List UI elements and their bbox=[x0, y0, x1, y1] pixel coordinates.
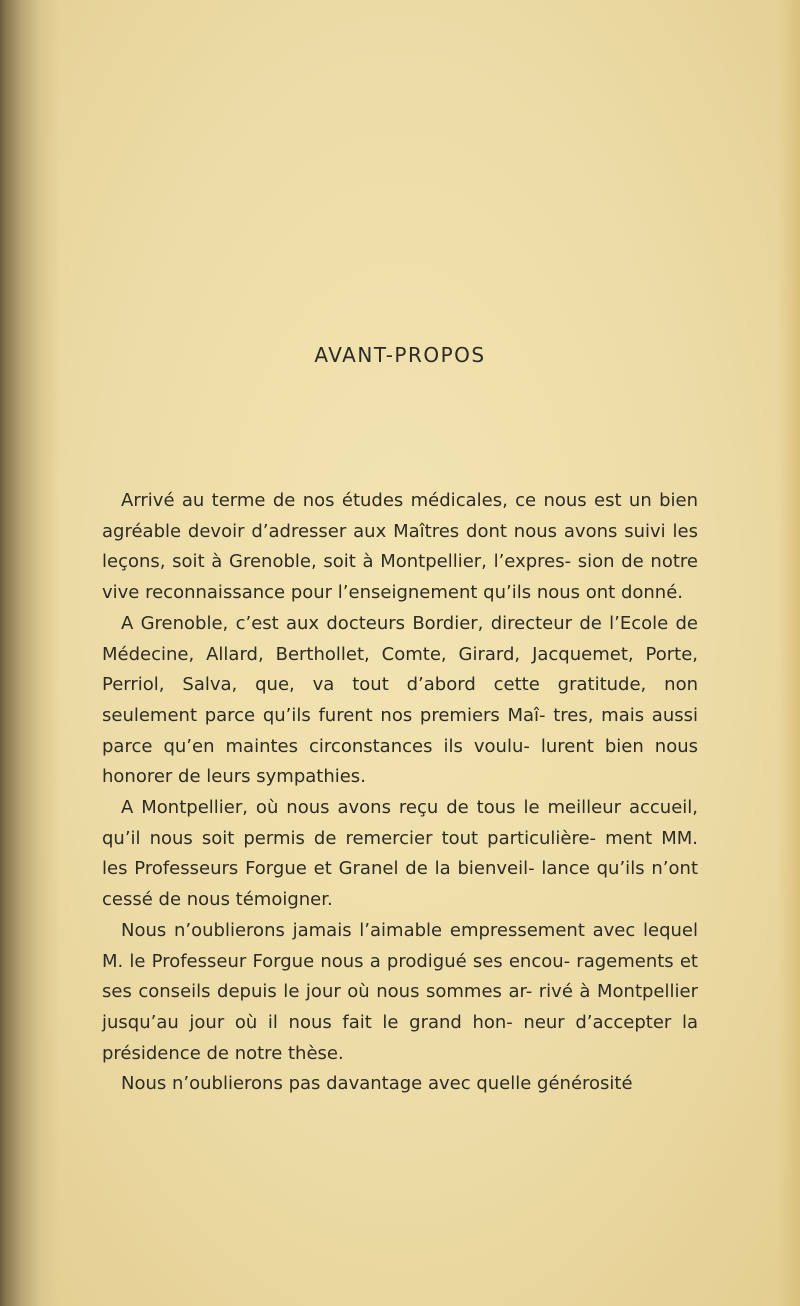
binding-shadow bbox=[0, 0, 60, 1306]
paragraph-1: Arrivé au terme de nos études médicales, ce nous est un bien agréable devoir d’adresser aux Maîtres dont nous avons suivi les leçons, soit à Grenoble, soit à Montpellier, l’expres- sion de notre vive reconnaissance pour l’enseignement qu’ils nous ont donné. bbox=[102, 490, 698, 604]
page-edge bbox=[778, 0, 800, 1306]
body-text bbox=[102, 486, 698, 1100]
paragraph-5: Nous n’oublierons pas davantage avec quelle générosité bbox=[121, 1073, 633, 1095]
page-title: AVANT-PROPOS bbox=[314, 343, 486, 367]
paragraph-4: Nous n’oublierons jamais l’aimable empressement avec lequel M. le Professeur Forgue nous a prodigué ses encou- ragements et ses conseils depuis le jour où nous sommes ar- rivé à Montpellier jusqu’au jour où il nous fait le grand hon- neur d’accepter la présidence de notre thèse. bbox=[102, 919, 698, 1064]
paragraph-3: A Montpellier, où nous avons reçu de tous le meilleur accueil, qu’il nous soit permis de remercier tout particulière- ment MM. les Professeurs Forgue et Granel de la bienveil- lance qu’ils n’ont cessé de nous témoigner. bbox=[102, 797, 698, 911]
paragraph-2: A Grenoble, c’est aux docteurs Bordier, directeur de l’Ecole de Médecine, Allard, Berthollet, Comte, Girard, Jacquemet, Porte, Perriol, Salva, que, va tout d’abord cette gratitude, non seulement parce qu’ils furent nos premiers Maî- tres, mais aussi parce qu’en maintes circonstances ils voulu- lurent bien nous honorer de leurs sympathies. bbox=[102, 612, 698, 788]
